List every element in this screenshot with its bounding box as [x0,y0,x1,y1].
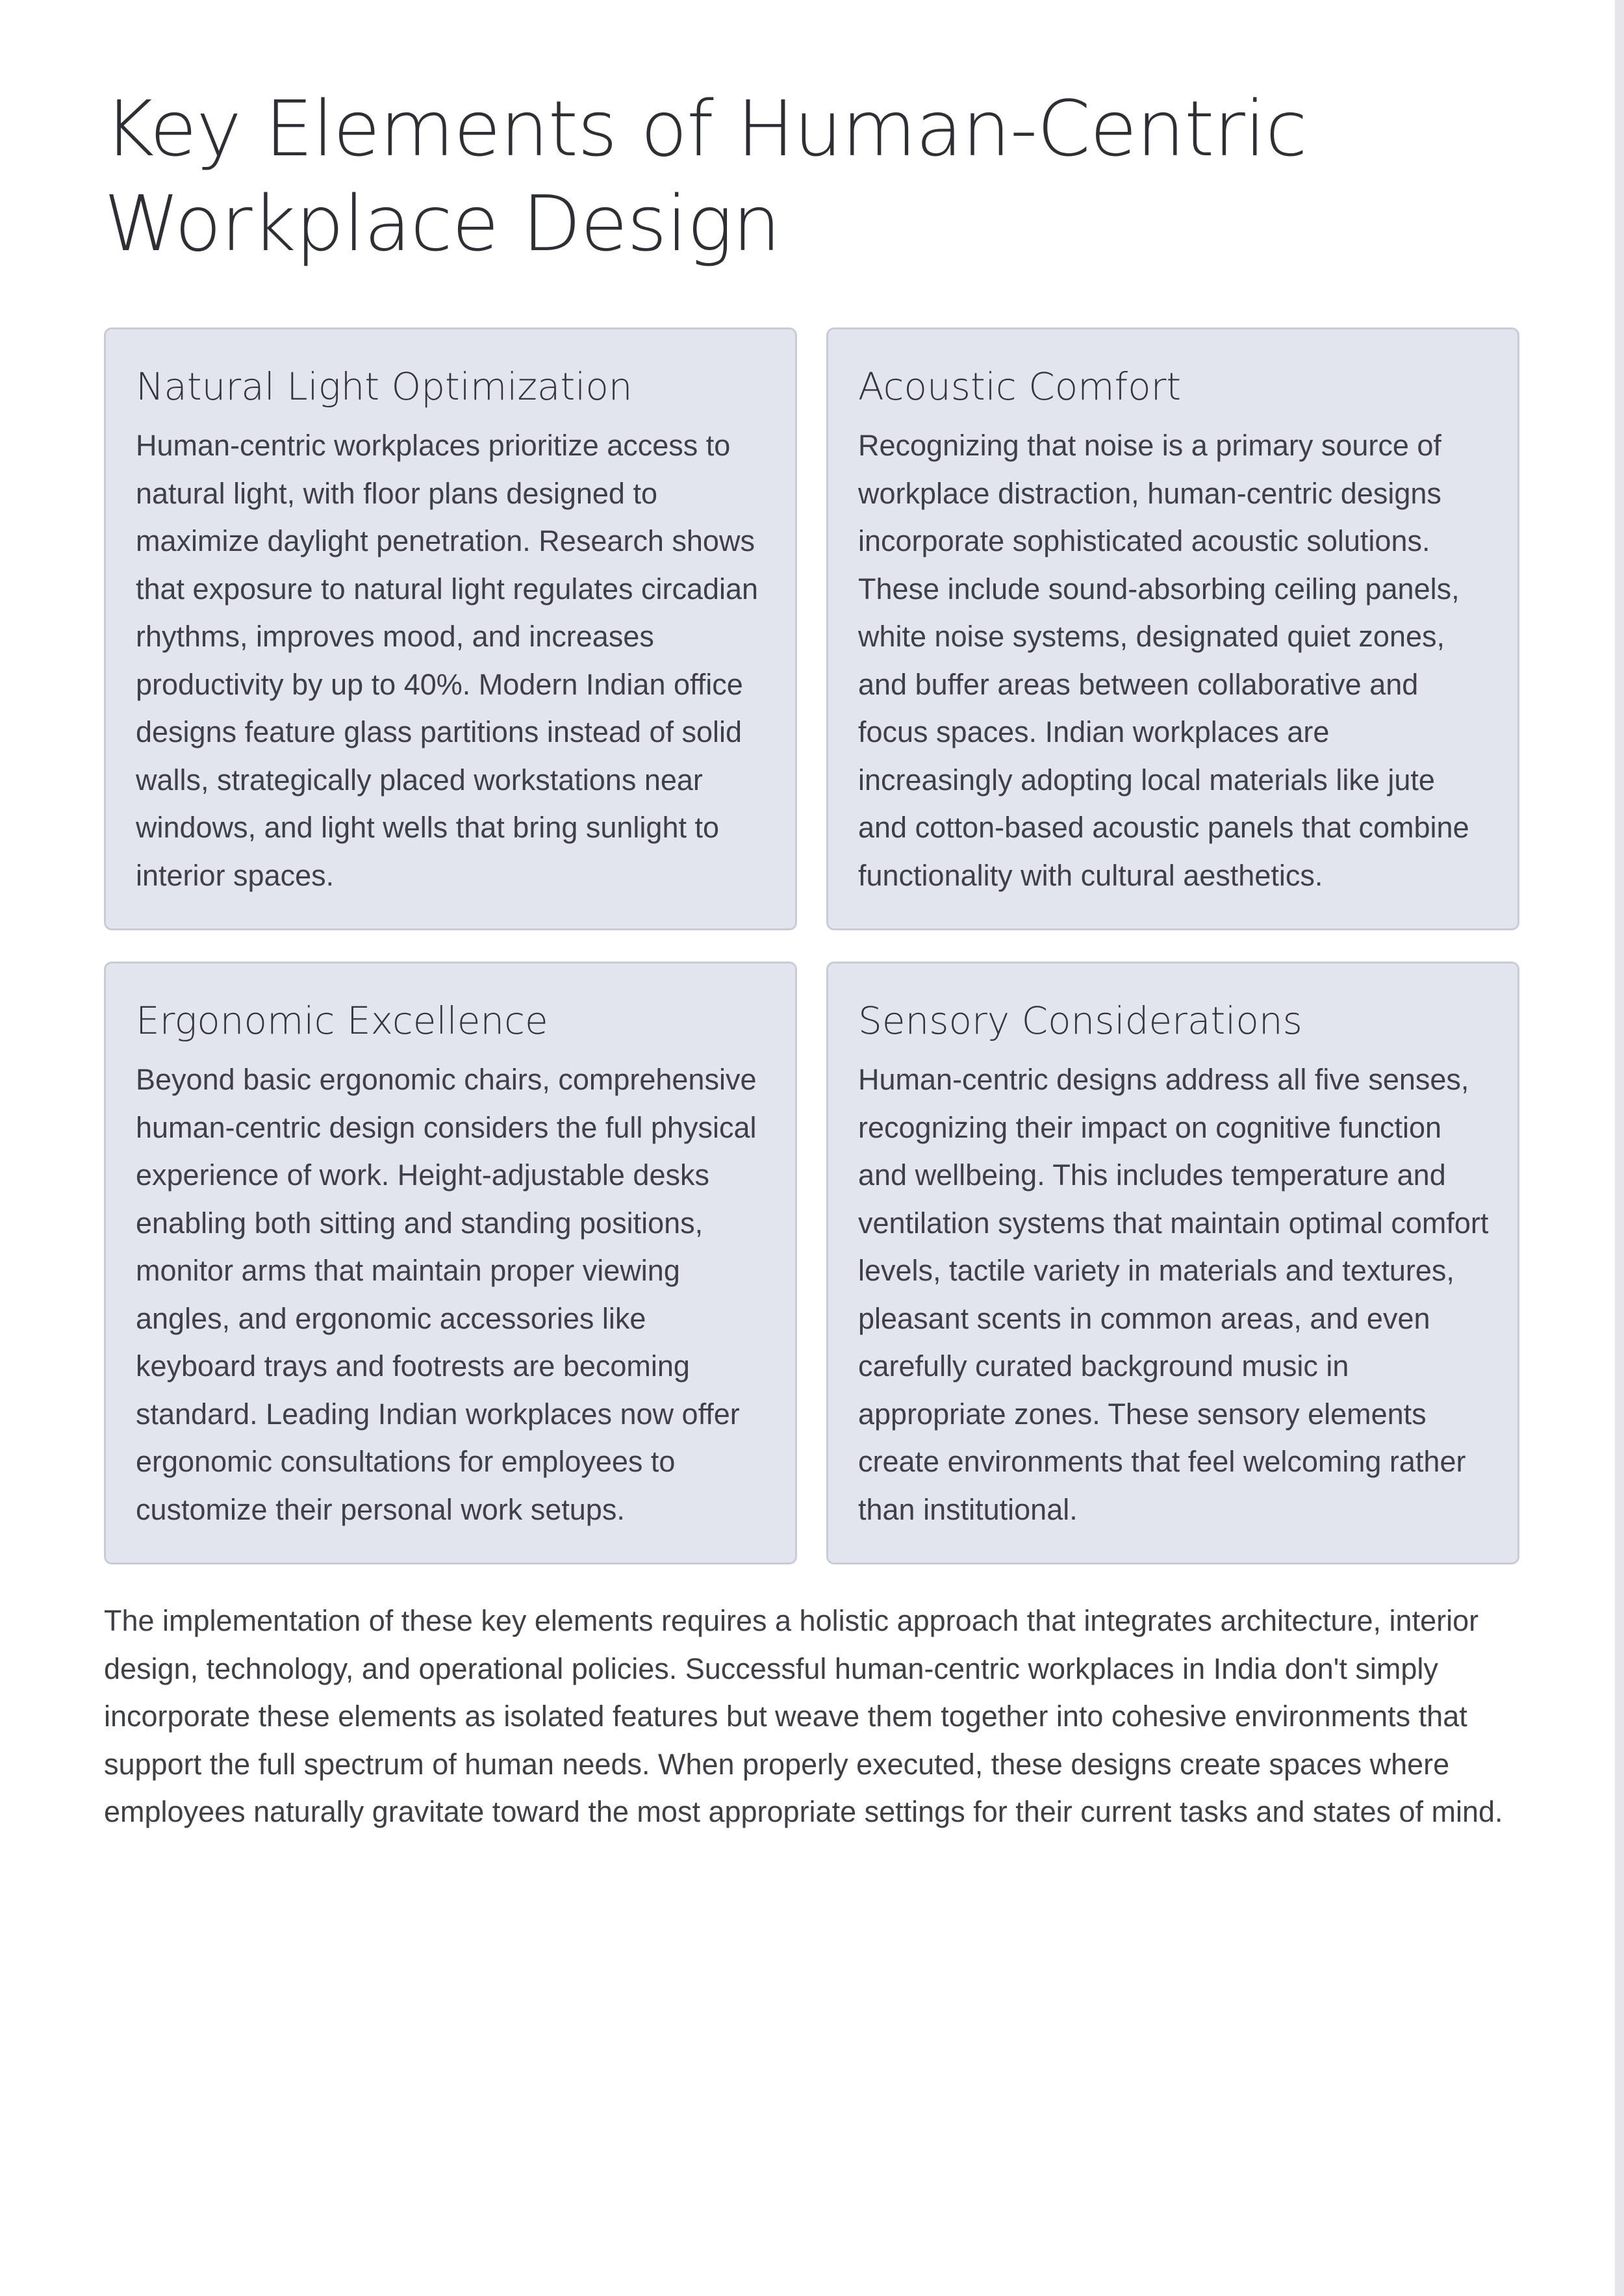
card-body: Human-centric designs address all five senses, recognizing their impact on cognitive function and wellbeing. This includes temperature and ventilation systems that maintain optimal comfort levels, tactile variety in materials and textures, pleasant scents in common areas, and even carefully curated background music in appropriate zones. These sensory elements create environments that feel welcoming rather than institutional. [858,1063,1489,1526]
page-edge [1615,0,1624,2296]
card-title: Ergonomic Excellence [136,999,548,1043]
card-body: Recognizing that noise is a primary source of workplace distraction, human-centric designs incorporate sophisticated acoustic solutions. These include sound-absorbing ceiling panels, white noise systems, designated quiet zones, and buffer areas between collaborative and focus spaces. Indian workplaces are increasingly adopting local materials like jute and cotton-based acoustic panels that combine functionality with cultural aesthetics. [858,429,1469,892]
card-natural-light [104,327,797,930]
page-title: Key Elements of Human-Centric Workplace Design [104,84,1307,268]
card-acoustic-comfort [826,327,1519,930]
card-ergonomic-excellence [104,962,797,1564]
card-body: Human-centric workplaces prioritize access to natural light, with floor plans designed to maximize daylight penetration. Research shows that exposure to natural light regulates circadian rhythms, improves mood, and increases productivity by up to 40%. Modern Indian office designs feature glass partitions instead of solid walls, strategically placed workstations near windows, and light wells that bring sunlight to interior spaces. [136,429,759,892]
card-body: Beyond basic ergonomic chairs, comprehensive human-centric design considers the full physical experience of work. Height-adjustable desks enabling both sitting and standing positions, monitor arms that maintain proper viewing angles, and ergonomic accessories like keyboard trays and footrests are becoming standard. Leading Indian workplaces now offer ergonomic consultations for employees to customize their personal work setups. [136,1063,757,1526]
card-title: Sensory Considerations [858,999,1302,1043]
card-title: Natural Light Optimization [136,364,633,409]
card-title: Acoustic Comfort [858,364,1182,409]
card-sensory-considerations [826,962,1519,1564]
closing-paragraph: The implementation of these key elements requires a holistic approach that integrates architecture, interior design, technology, and operational policies. Successful human-centric workplaces in India don't simply incorporate these elements as isolated features but weave them together into cohesive environments that support the full spectrum of human needs. When properly executed, these designs create spaces where employees naturally gravitate toward the most appropriate settings for their current tasks and states of mind. [104,1604,1503,1828]
